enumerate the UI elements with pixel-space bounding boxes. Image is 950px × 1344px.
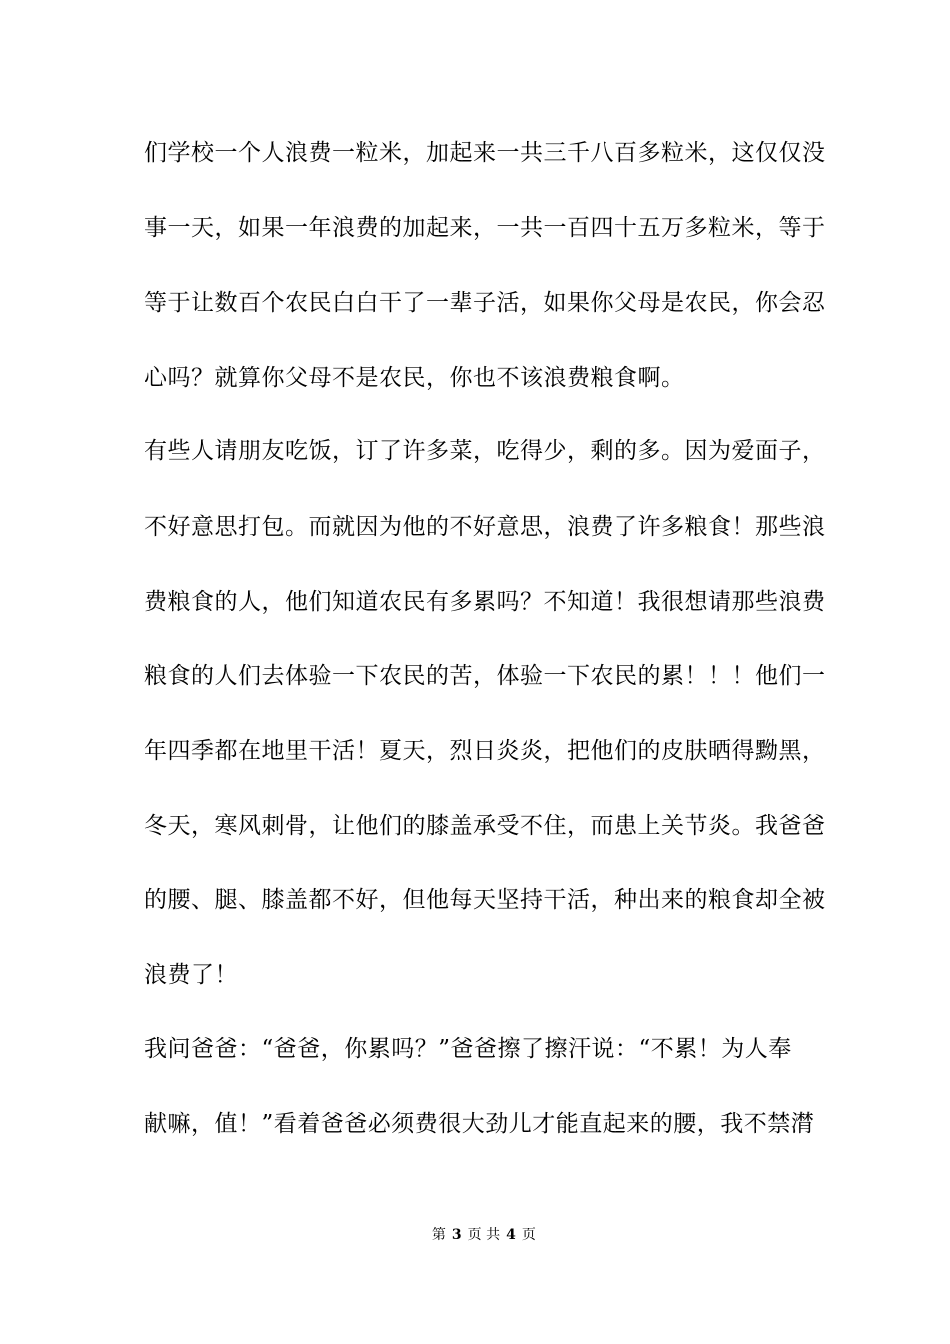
page-number-footer xyxy=(0,1208,950,1262)
page-total: 4 xyxy=(506,1227,516,1243)
text-line: 有些人请朋友吃饭，订了许多菜，吃得少，剩的多。因为爱面子， xyxy=(144,438,826,464)
text-line: 我问爸爸：“爸爸，你累吗？”爸爸擦了擦汗说：“不累！为人奉 xyxy=(144,1036,792,1062)
text-line: 献嘛，值！”看着爸爸必须费很大劲儿才能直起来的腰，我不禁潸 xyxy=(144,1111,815,1137)
text-line: 年四季都在地里干活！夏天，烈日炎炎，把他们的皮肤晒得黝黑， xyxy=(144,738,826,764)
page-current: 3 xyxy=(451,1227,462,1243)
page-middle: 页 共 xyxy=(467,1227,501,1243)
text-line: 们学校一个人浪费一粒米，加起来一共三千八百多粒米，这仅仅没 xyxy=(144,140,826,166)
page-suffix: 页 xyxy=(521,1227,536,1243)
text-line: 等于让数百个农民白白干了一辈子活，如果你父母是农民，你会忍 xyxy=(144,290,826,316)
page-prefix: 第 xyxy=(431,1227,446,1243)
text-line: 费粮食的人，他们知道农民有多累吗？不知道！我很想请那些浪费 xyxy=(144,589,826,615)
text-line: 事一天，如果一年浪费的加起来，一共一百四十五万多粒米，等于 xyxy=(144,215,826,241)
text-line: 的腰、腿、膝盖都不好，但他每天坚持干活，种出来的粮食却全被 xyxy=(144,887,826,913)
text-line: 浪费了！ xyxy=(144,962,238,988)
text-line: 心吗？就算你父母不是农民，你也不该浪费粮食啊。 xyxy=(144,365,685,391)
text-line: 不好意思打包。而就因为他的不好意思，浪费了许多粮食！那些浪 xyxy=(144,514,826,540)
text-line: 粮食的人们去体验一下农民的苦，体验一下农民的累！！！他们一 xyxy=(144,663,826,689)
text-line: 冬天，寒风刺骨，让他们的膝盖承受不住，而患上关节炎。我爸爸 xyxy=(144,813,826,839)
